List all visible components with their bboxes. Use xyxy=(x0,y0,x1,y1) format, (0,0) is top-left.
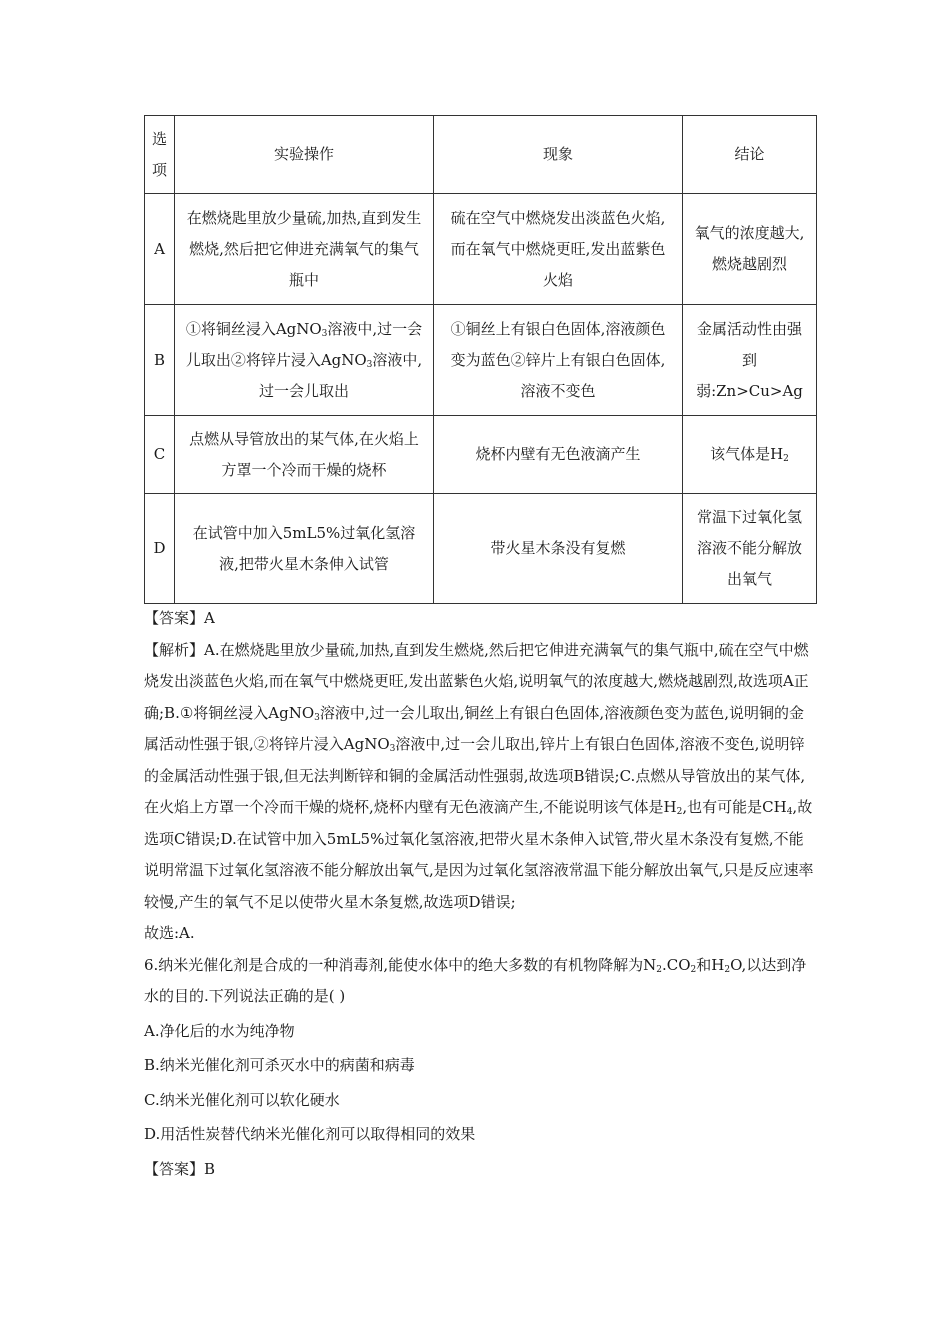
header-operation: 实验操作 xyxy=(175,116,434,194)
question-6-option-b: B.纳米光催化剂可杀灭水中的病菌和病毒 xyxy=(144,1056,415,1074)
row-operation: 点燃从导管放出的某气体,在火焰上方罩一个冷而干燥的烧杯 xyxy=(175,416,434,494)
answer-2: 【答案】B xyxy=(144,1159,216,1178)
header-option: 选项 xyxy=(145,116,175,194)
row-conclusion: 氧气的浓度越大,燃烧越剧烈 xyxy=(683,194,817,305)
question-6-stem: 6.纳米光催化剂是合成的一种消毒剂,能使水体中的绝大多数的有机物降解为$N_2.CO_2$和$H_2O$,以达到净水的目的.下列说法正确的是( ) xyxy=(144,955,807,1005)
row-conclusion: 常温下过氧化氢溶液不能分解放出氧气 xyxy=(683,494,817,604)
row-operation: ①将铜丝浸入AgNO$_3$溶液中,过一会儿取出②将锌片浸入AgNO$_3$溶液中,过一会儿取出 xyxy=(175,305,434,416)
row-option: D xyxy=(145,494,175,604)
table-header-row xyxy=(145,116,817,194)
content-body xyxy=(144,603,816,1185)
header-conclusion: 结论 xyxy=(683,116,817,194)
row-option: A xyxy=(145,194,175,305)
table-row xyxy=(145,494,817,604)
header-phenomenon: 现象 xyxy=(434,116,683,194)
row-operation: 在燃烧匙里放少量硫,加热,直到发生燃烧,然后把它伸进充满氧气的集气瓶中 xyxy=(175,194,434,305)
row-operation: 在试管中加入5mL5%过氧化氢溶液,把带火星木条伸入试管 xyxy=(175,494,434,604)
experiment-table xyxy=(144,115,817,604)
row-phenomenon: 硫在空气中燃烧发出淡蓝色火焰,而在氧气中燃烧更旺,发出蓝紫色火焰 xyxy=(434,194,683,305)
row-conclusion: 金属活动性由强到弱:Zn>Cu>Ag xyxy=(683,305,817,416)
row-conclusion: 该气体是$H_2$ xyxy=(683,416,817,494)
row-phenomenon: ①铜丝上有银白色固体,溶液颜色变为蓝色②锌片上有银白色固体,溶液不变色 xyxy=(434,305,683,416)
row-option: B xyxy=(145,305,175,416)
question-6-option-a: A.净化后的水为纯净物 xyxy=(144,1021,295,1040)
row-option: C xyxy=(145,416,175,494)
table-row xyxy=(145,416,817,494)
analysis-paragraph: 【解析】A.在燃烧匙里放少量硫,加热,直到发生燃烧,然后把它伸进充满氧气的集气瓶中,硫在空气中燃烧发出淡蓝色火焰,而在氧气中燃烧更旺,发出蓝紫色火焰,说明氧气的浓度越大,燃烧越剧烈,故选项A正确;B.①将铜丝浸入AgNO$_3$溶液中,过一会儿取出,铜丝上有银白色固体,溶液颜色变为蓝色,说明铜的金属活动性强于银,②将锌片浸入AgNO$_3$溶液中,过一会儿取出,锌片上有银白色固体,溶液不变色,说明锌的金属活动性强于银,但无法判断锌和铜的金属活动性强弱,故选项B错误;C.点燃从导管放出的某气体,在火焰上方罩一个冷而干燥的烧杯,烧杯内壁有无色液滴产生,不能说明该气体是$H_2$,也有可能是$CH_4$,故选项C错误;D.在试管中加入5mL5%过氧化氢溶液,把带火星木条伸入试管,带火星木条没有复燃,不能说明常温下过氧化氢溶液不能分解放出氧气,是因为过氧化氢溶液常温下能分解放出氧气,只是反应速率较慢,产生的氧气不足以使带火星木条复燃,故选项D错误; xyxy=(144,640,814,911)
choice-line: 故选:A. xyxy=(144,924,195,942)
row-phenomenon: 带火星木条没有复燃 xyxy=(434,494,683,604)
table-row xyxy=(145,305,817,416)
table-row xyxy=(145,194,817,305)
question-6-option-c: C.纳米光催化剂可以软化硬水 xyxy=(144,1090,340,1109)
question-6-option-d: D.用活性炭替代纳米光催化剂可以取得相同的效果 xyxy=(144,1125,476,1143)
row-phenomenon: 烧杯内壁有无色液滴产生 xyxy=(434,416,683,494)
answer-1: 【答案】A xyxy=(144,609,215,627)
